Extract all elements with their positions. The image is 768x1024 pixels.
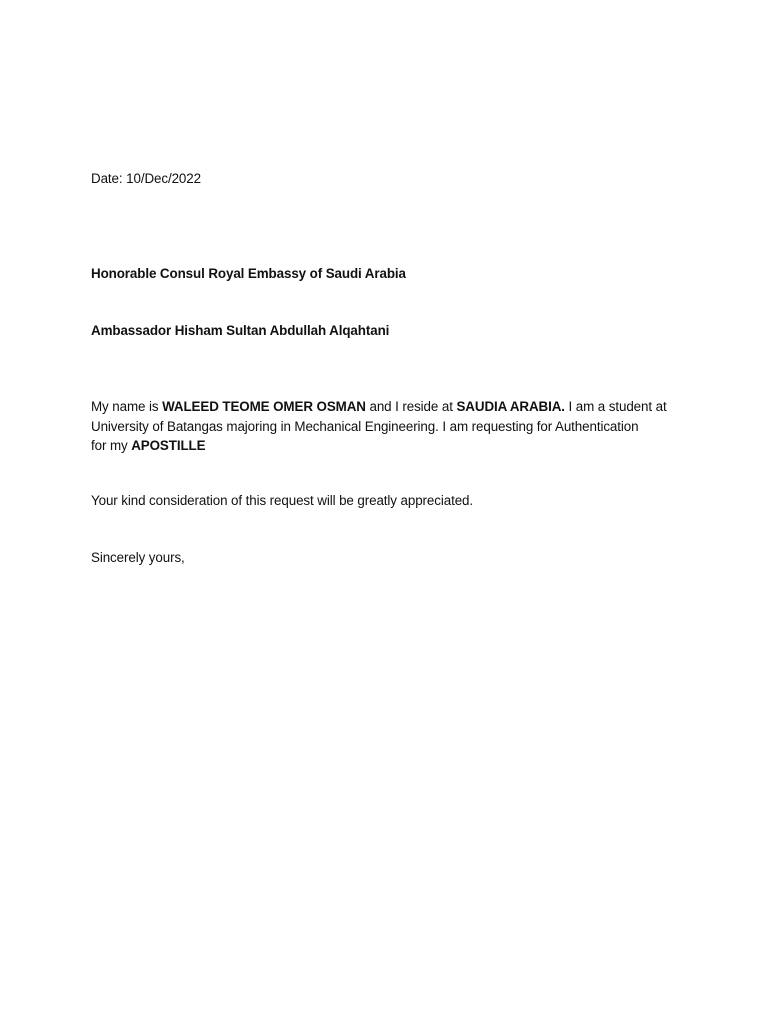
residence-country: SAUDIA ARABIA. [456,399,565,414]
recipient-consul: Honorable Consul Royal Embassy of Saudi Arabia [91,266,406,281]
letter-body-paragraph [91,397,701,456]
closing-salutation: Sincerely yours, [91,550,185,565]
letter-date: Date: 10/Dec/2022 [91,171,201,186]
body-intro: My name is [91,399,163,414]
requested-document: APOSTILLE [131,438,206,453]
body-student-text: I am a student at [564,399,667,414]
applicant-name: WALEED TEOME OMER OSMAN [162,399,366,414]
recipient-ambassador: Ambassador Hisham Sultan Abdullah Alqahtani [91,323,390,338]
consideration-text: Your kind consideration of this request will be greatly appreciated. [91,493,474,508]
body-line-2: University of Batangas majoring in Mechanical Engineering. I am requesting for Authentication [91,418,639,434]
body-line-3 [91,436,701,456]
body-reside-text: and I reside at [365,399,457,414]
body-for-my: for my [91,438,132,453]
body-line-1 [91,397,701,417]
